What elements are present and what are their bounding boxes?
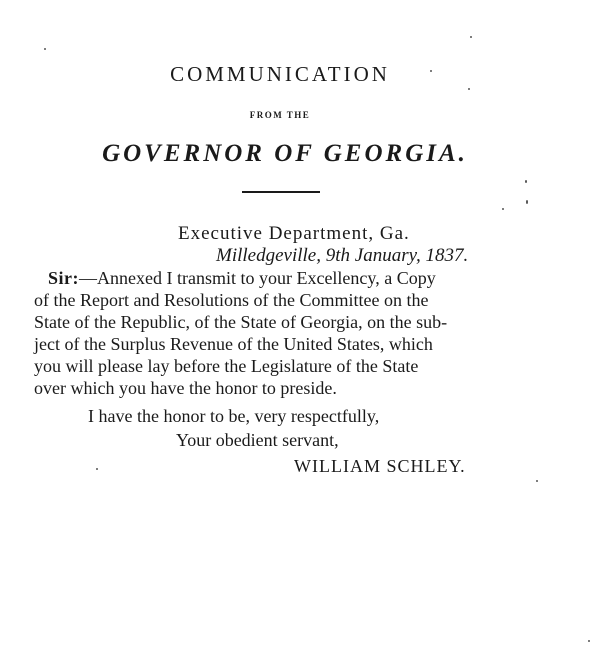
scan-speck	[526, 200, 528, 204]
body-line-4: ject of the Surplus Revenue of the United States, which	[34, 334, 433, 354]
body-line-1-text: —Annexed I transmit to your Excellency, a Copy	[79, 268, 436, 288]
scan-speck	[96, 468, 98, 470]
body-line-3: State of the Republic, of the State of Georgia, on the sub-	[34, 312, 448, 332]
signature: WILLIAM SCHLEY.	[294, 456, 466, 476]
body-line-1	[48, 269, 436, 288]
salutation: Sir:	[48, 268, 79, 288]
from-label: FROM THE	[249, 110, 311, 120]
closing-line: I have the honor to be, very respectfully,	[88, 406, 380, 426]
scan-speck	[525, 180, 527, 183]
scan-speck	[430, 70, 432, 72]
department-line: Executive Department, Ga.	[178, 223, 410, 244]
scan-speck	[44, 48, 46, 50]
body-line-6: over which you have the honor to preside.	[34, 378, 337, 398]
scan-speck	[468, 88, 470, 90]
document-title: COMMUNICATION	[170, 62, 390, 86]
divider-rule	[242, 191, 320, 193]
body-line-5: you will please lay before the Legislature of the State	[34, 356, 419, 376]
date-line: Milledgeville, 9th January, 1837.	[216, 245, 469, 266]
scan-speck	[588, 640, 590, 642]
body-line-2: of the Report and Resolutions of the Committee on the	[34, 290, 429, 310]
scan-speck	[502, 208, 504, 210]
governor-heading: GOVERNOR OF GEORGIA.	[102, 140, 468, 167]
servant-line: Your obedient servant,	[176, 430, 339, 450]
scan-speck	[470, 36, 472, 38]
scan-speck	[536, 480, 538, 482]
